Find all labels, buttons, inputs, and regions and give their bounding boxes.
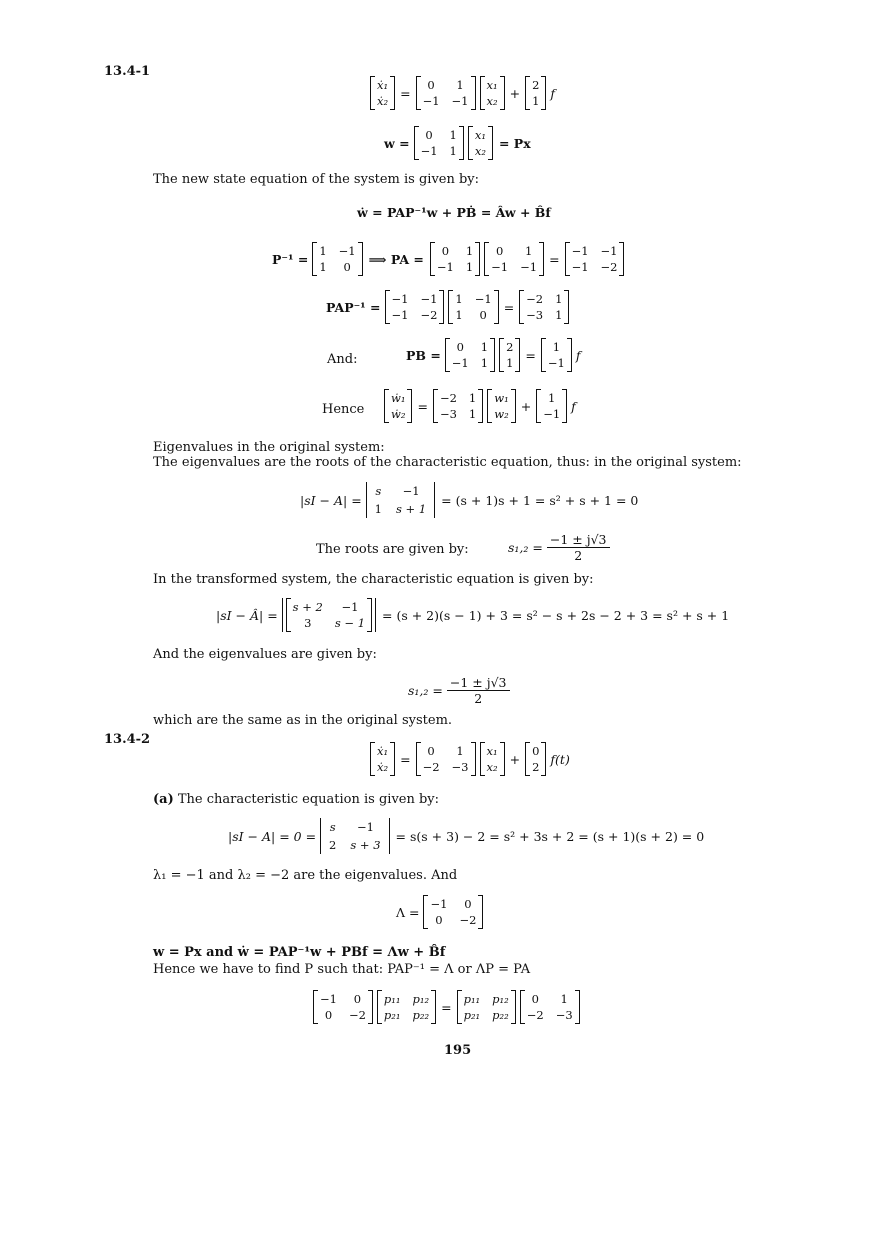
matrix-cell: 1	[319, 260, 327, 274]
char-eq-transformed	[216, 598, 729, 632]
matrix-cell: −1	[571, 244, 589, 258]
matrix-cell: p₁₁	[463, 992, 481, 1006]
matrix-cell: −3	[526, 308, 544, 322]
matrix-cell: −1	[320, 992, 337, 1006]
matrix-cell: −1	[391, 308, 409, 322]
px-label: = Px	[498, 135, 531, 151]
x1: x₁	[486, 78, 498, 92]
matrix-cell: 2	[532, 760, 540, 774]
equals-sign: =	[400, 751, 411, 767]
matrix-cell: 1	[455, 308, 463, 322]
pinv-pa-equation	[272, 242, 624, 276]
plus-sign: +	[509, 751, 521, 767]
matrix-cell: 2	[506, 340, 514, 354]
matrix-B	[499, 338, 520, 372]
matrix-cell: 1	[555, 308, 563, 322]
det-cell: 1	[374, 502, 382, 516]
matrix-cell: −3	[555, 1008, 573, 1022]
matrix-cell: 0	[425, 128, 433, 142]
papinv-equation	[326, 290, 569, 324]
pinv-label: P⁻¹ =	[272, 251, 309, 267]
lambda-p-equation	[313, 990, 580, 1024]
det-sI-A	[320, 818, 390, 854]
matrix-sI-Ahat	[286, 598, 372, 632]
matrix-cell: 1	[480, 356, 489, 370]
matrix-cell: −1	[520, 260, 538, 274]
matrix-cell: p₁₁	[383, 992, 401, 1006]
matrix-cell: 1	[480, 340, 489, 354]
x1-dot: ẋ₁	[377, 78, 389, 92]
part-a-label: (a)	[153, 792, 174, 807]
part-a-line	[153, 792, 439, 807]
matrix-cell: −1	[341, 600, 359, 614]
roots-transformed	[408, 675, 510, 706]
matrix-cell: 1	[449, 128, 457, 142]
roots-numerator: −1 ± j√3	[547, 532, 610, 548]
x1-dot: ẋ₁	[377, 744, 389, 758]
matrix-A	[416, 76, 476, 110]
matrix-cell: 0	[495, 244, 504, 258]
det-cell: −1	[402, 484, 420, 498]
matrix-cell: 1	[524, 244, 533, 258]
matrix-cell: −1	[547, 356, 565, 370]
state-equation-original	[370, 76, 555, 110]
matrix-cell: 1	[455, 292, 463, 306]
matrix-cell: −2	[439, 391, 457, 405]
matrix-P	[414, 126, 464, 160]
matrix-cell: 1	[319, 244, 327, 258]
x2: x₂	[474, 144, 486, 158]
matrix-cell: p₁₂	[412, 992, 430, 1006]
matrix-Pinv	[448, 290, 498, 324]
roots-denominator: 2	[474, 691, 483, 706]
matrix-cell: −1	[600, 244, 618, 258]
matrix-cell: p₂₂	[412, 1008, 430, 1022]
matrix-cell: 1	[456, 78, 464, 92]
section-13-4-2-label: 13.4-2	[104, 732, 151, 747]
matrix-cell: 1	[560, 992, 568, 1006]
roots-denominator: 2	[574, 548, 583, 563]
text-and-eig: And the eigenvalues are given by:	[153, 647, 377, 662]
matrix-cell: 1	[449, 144, 457, 158]
input-f: f	[575, 347, 581, 363]
lambda-label: Λ =	[396, 904, 420, 920]
implies-pa: ⟹ PA =	[368, 251, 424, 267]
matrix-cell: −1	[436, 260, 454, 274]
char-rhs: = (s + 1)s + 1 = s² + s + 1 = 0	[441, 492, 639, 508]
w-label: w =	[384, 135, 410, 151]
tchar-rhs: = (s + 2)(s − 1) + 3 = s² − s + 2s − 2 + 3 = s² + s + 1	[382, 607, 730, 623]
x2: x₂	[486, 760, 498, 774]
roots-lhs: s₁,₂ =	[508, 540, 543, 555]
char-eq-13-4-2	[228, 818, 704, 854]
w-equals-px	[384, 126, 531, 160]
matrix-PA	[385, 290, 445, 324]
page-number: 195	[444, 1043, 472, 1058]
matrix-cell: 0	[479, 308, 487, 322]
matrix-cell: −2	[526, 292, 544, 306]
input-ft: f(t)	[550, 751, 570, 767]
char-lhs: |sI − A| =	[300, 492, 362, 508]
matrix-cell: −2	[422, 760, 440, 774]
w1: w₁	[494, 391, 509, 405]
matrix-PA	[565, 242, 625, 276]
matrix-cell: −1	[571, 260, 589, 274]
matrix-cell: −2	[348, 1008, 366, 1022]
state-equation-13-4-2	[370, 742, 570, 776]
matrix-cell: 0	[532, 744, 540, 758]
matrix-cell: −1	[391, 292, 409, 306]
matrix-cell: −1	[543, 407, 561, 421]
matrix-cell: −1	[420, 144, 438, 158]
matrix-A	[416, 742, 476, 776]
matrix-cell: −1	[451, 94, 469, 108]
matrix-cell: p₂₁	[383, 1008, 401, 1022]
matrix-P-unknown	[457, 990, 516, 1024]
matrix-cell: 1	[465, 244, 474, 258]
equals-sign: =	[441, 999, 452, 1015]
matrix-cell: −1	[430, 897, 448, 911]
matrix-cell: s + 2	[292, 600, 323, 614]
matrix-cell: 1	[552, 340, 561, 354]
matrix-cell: 1	[532, 94, 540, 108]
det-cell: s + 1	[396, 502, 427, 516]
matrix-PAPinv	[519, 290, 569, 324]
det-cell: 2	[329, 838, 337, 852]
text-transformed: In the transformed system, the characteristic equation is given by:	[153, 572, 594, 587]
matrix-cell: 0	[435, 913, 443, 927]
det-sI-A	[366, 482, 436, 518]
matrix-A	[484, 242, 544, 276]
matrix-cell: 1	[468, 407, 477, 421]
matrix-cell: 1	[468, 391, 477, 405]
det-cell: −1	[356, 820, 374, 834]
matrix-cell: −2	[420, 308, 438, 322]
text-roots-given: The roots are given by:	[316, 542, 469, 557]
transformed-state-equation	[384, 389, 576, 423]
equals-sign: =	[417, 398, 428, 414]
matrix-cell: 2	[532, 78, 540, 92]
text-same: which are the same as in the original system.	[153, 713, 453, 728]
matrix-PAPinv	[433, 389, 483, 423]
matrix-cell: 1	[456, 744, 464, 758]
matrix-cell: −3	[451, 760, 469, 774]
matrix-B	[525, 742, 546, 776]
equals-sign: =	[525, 347, 536, 363]
matrix-cell: −2	[459, 913, 477, 927]
matrix-cell: −3	[439, 407, 457, 421]
x1: x₁	[474, 128, 486, 142]
matrix-P	[445, 338, 495, 372]
w2-dot: ẇ₂	[391, 407, 406, 421]
roots-original	[508, 532, 610, 563]
x2-dot: ẋ₂	[377, 760, 389, 774]
new-state-equation: ẇ = PAP⁻¹w + PḂ = Âw + B̂f	[357, 205, 551, 220]
matrix-cell: 0	[343, 260, 351, 274]
text-char: The characteristic equation is given by:	[177, 792, 440, 807]
matrix-cell: −2	[600, 260, 618, 274]
text-w-line: w = Px and ẇ = PAP⁻¹w + PBf = Λw + B̂f	[153, 945, 446, 960]
matrix-cell: 1	[548, 391, 556, 405]
det-cell: s	[375, 484, 382, 498]
text-find-line: Hence we have to find P such that: PAP⁻¹ = Λ or ΛP = PA	[153, 962, 531, 977]
matrix-cell: 0	[456, 340, 464, 354]
matrix-cell: p₂₁	[463, 1008, 481, 1022]
matrix-cell: 1	[555, 292, 563, 306]
papinv-label: PAP⁻¹ =	[326, 299, 381, 315]
matrix-cell: −1	[474, 292, 492, 306]
det-cell: s	[329, 820, 336, 834]
section-13-4-1-label: 13.4-1	[104, 64, 151, 79]
troots-lhs: s₁,₂ =	[408, 683, 443, 698]
matrix-A	[520, 990, 580, 1024]
x2-dot: ẋ₂	[377, 94, 389, 108]
x1: x₁	[486, 744, 498, 758]
tchar-lhs: |sI − Â| =	[216, 607, 278, 623]
equals-sign: =	[549, 251, 560, 267]
matrix-cell: 0	[441, 244, 450, 258]
matrix-Lambda	[423, 895, 483, 929]
det-cell: s + 3	[350, 838, 381, 852]
pb-label: PB =	[406, 347, 441, 363]
text-lambda: λ₁ = −1 and λ₂ = −2 are the eigenvalues. And	[153, 868, 458, 883]
lambda-matrix-equation	[396, 895, 483, 929]
matrix-cell: 0	[464, 897, 472, 911]
equals-sign: =	[400, 85, 411, 101]
matrix-PB	[536, 389, 567, 423]
equals-sign: =	[503, 299, 515, 315]
matrix-cell: 0	[531, 992, 539, 1006]
input-f: f	[571, 398, 576, 414]
matrix-P-unknown	[377, 990, 436, 1024]
matrix-cell: 0	[427, 78, 435, 92]
matrix-cell: −2	[526, 1008, 544, 1022]
plus-sign: +	[520, 398, 532, 414]
matrix-Lambda	[313, 990, 373, 1024]
w1-dot: ẇ₁	[391, 391, 406, 405]
matrix-cell: −1	[420, 292, 438, 306]
matrix-cell: 1	[465, 260, 474, 274]
text-new-state: The new state equation of the system is given by:	[153, 172, 480, 187]
matrix-cell: −1	[491, 260, 509, 274]
text-hence: Hence	[322, 402, 365, 417]
matrix-cell: 1	[506, 356, 514, 370]
matrix-cell: −1	[338, 244, 356, 258]
matrix-P	[430, 242, 480, 276]
text-eig-roots: The eigenvalues are the roots of the characteristic equation, thus: in the original system:	[153, 455, 742, 470]
matrix-cell: 0	[324, 1008, 333, 1022]
matrix-cell: 3	[304, 616, 312, 630]
input-f: f	[550, 85, 556, 101]
char-eq-original	[300, 482, 638, 518]
matrix-cell: −1	[422, 94, 440, 108]
matrix-cell: 0	[427, 744, 435, 758]
matrix-B	[525, 76, 546, 110]
matrix-cell: p₁₂	[492, 992, 509, 1006]
text-eig-original: Eigenvalues in the original system:	[153, 440, 385, 455]
matrix-cell: 0	[353, 992, 362, 1006]
x2: x₂	[486, 94, 498, 108]
roots-numerator: −1 ± j√3	[447, 675, 510, 691]
w2: w₂	[494, 407, 509, 421]
matrix-cell: s − 1	[334, 616, 366, 630]
matrix-Pinv	[312, 242, 362, 276]
text-and: And:	[327, 352, 358, 367]
matrix-cell: −1	[451, 356, 469, 370]
plus-sign: +	[509, 85, 521, 101]
pb-equation	[406, 338, 580, 372]
matrix-cell: p₂₂	[492, 1008, 509, 1022]
matrix-PB	[541, 338, 572, 372]
char-rhs: = s(s + 3) − 2 = s² + 3s + 2 = (s + 1)(s + 2) = 0	[395, 828, 705, 844]
char-lhs: |sI − A| = 0 =	[228, 828, 317, 844]
